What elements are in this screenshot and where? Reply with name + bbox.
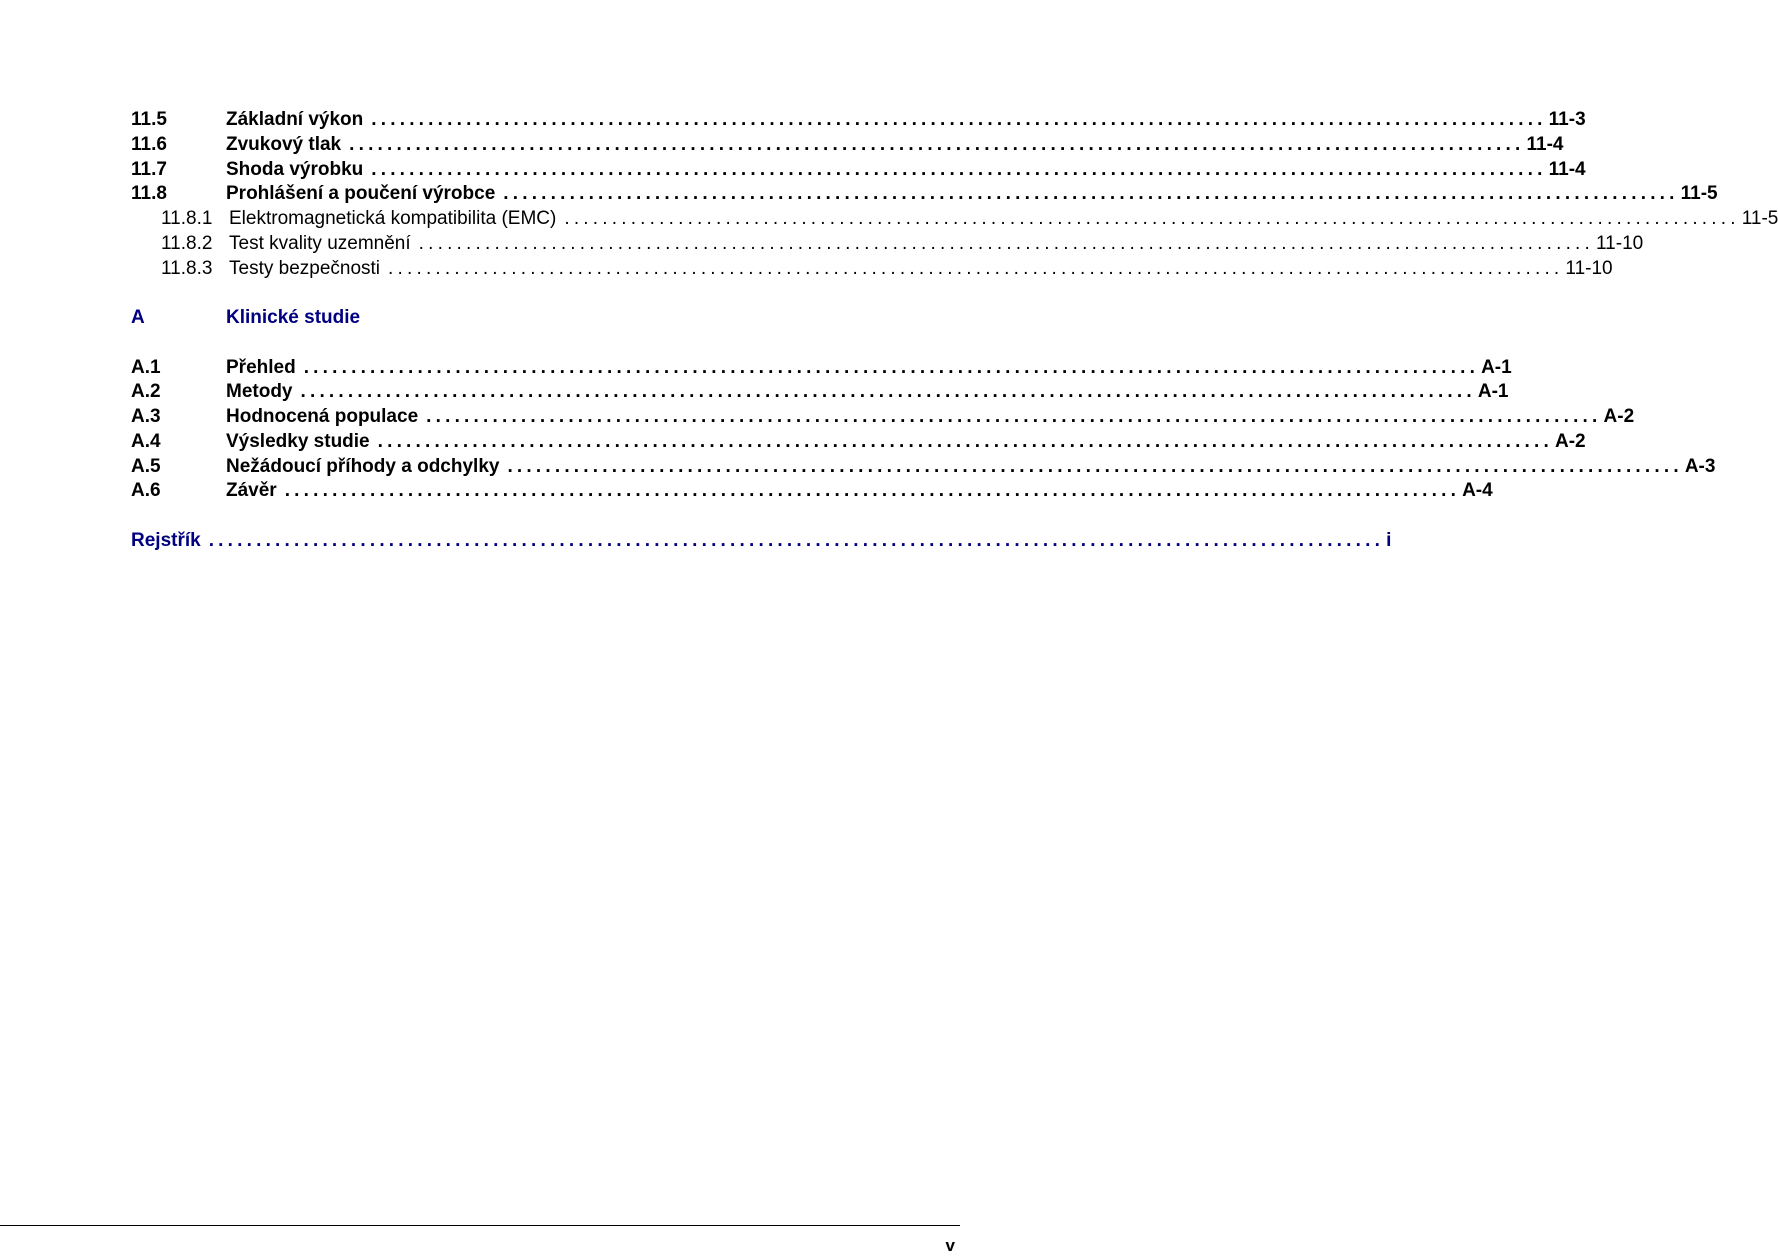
toc-entry-page: A-2 [1555,431,1586,452]
toc-entry-number: A.5 [131,456,161,477]
toc-entry-a-4[interactable] [131,429,1586,454]
toc-entry-11-8-1[interactable] [131,206,1778,231]
leader-dots: ............................................................................................................................ [564,208,1740,229]
toc-entry-11-7[interactable] [131,157,1586,182]
toc-entry-11-8-3[interactable] [131,256,1613,281]
toc-entry-page: A-4 [1462,480,1493,501]
leader-dots: ............................................................................................................................ [426,406,1602,427]
toc-entry-title: Základní výkon [226,109,364,130]
leader-dots: ............................................................................................................................ [503,183,1679,204]
leader-dots: ............................................................................................................................ [371,159,1547,180]
toc-entry-title: Závěr [226,480,277,501]
leader-dots: ............................................................................................................................ [284,480,1461,501]
leader-dots: ............................................................................................................................ [349,134,1525,155]
toc-entry-title: Prohlášení a poučení výrobce [226,183,496,204]
toc-entry-a-5[interactable] [131,454,1716,479]
toc-entry-page: 11-5 [1741,208,1778,229]
toc-entry-number: 11.8.2 [161,233,213,254]
toc-entry-number: 11.8.3 [161,258,213,279]
toc-entry-page: A-1 [1481,357,1512,378]
toc-entry-a-2[interactable] [131,379,1509,404]
toc-entry-title: Hodnocená populace [226,406,419,427]
toc-entry-number: 11.8 [131,183,167,204]
toc-entry-title: Test kvality uzemnění [229,233,411,254]
toc-entry-page: 11-10 [1565,258,1613,279]
toc-entry-number: A.4 [131,431,161,452]
toc-entry-index[interactable] [131,528,1392,553]
toc-entry-a-6[interactable] [131,478,1493,503]
toc-entry-title: Elektromagnetická kompatibilita (EMC) [229,208,557,229]
toc-entry-page: i [1386,530,1392,551]
toc-entry-11-6[interactable] [131,132,1564,157]
toc-entry-page: 11-5 [1680,183,1718,204]
toc-entry-page: A-2 [1603,406,1635,427]
toc-entry-title: Shoda výrobku [226,159,364,180]
toc-entry-title: Nežádoucí příhody a odchylky [226,456,500,477]
toc-entry-a-3[interactable] [131,404,1635,429]
toc-entry-page: 11-4 [1526,134,1564,155]
footer-page-number: v [945,1236,955,1255]
toc-appendix-letter: A [131,307,145,328]
toc-appendix-title: Klinické studie [226,307,361,328]
leader-dots: ............................................................................................................................ [418,233,1595,254]
toc-entry-title: Testy bezpečnosti [229,258,381,279]
leader-dots: ............................................................................................................................ [377,431,1553,452]
leader-dots: ............................................................................................................................ [300,381,1476,402]
toc-entry-title: Přehled [226,357,296,378]
toc-entry-number: A.6 [131,480,161,501]
toc-entry-title: Rejstřík [131,530,201,551]
toc-entry-11-5[interactable] [131,107,1586,132]
toc-appendix-heading[interactable] [131,305,829,330]
toc-entry-number: 11.8.1 [161,208,213,229]
toc-entry-number: A.3 [131,406,161,427]
toc-entry-a-1[interactable] [131,355,1512,380]
leader-dots: ............................................................................................................................ [208,530,1385,551]
leader-dots: ............................................................................................................................ [388,258,1564,279]
toc-entry-number: 11.7 [131,159,167,180]
toc-entry-number: 11.5 [131,109,167,130]
toc-entry-page: 11-3 [1548,109,1586,130]
toc-entry-number: A.1 [131,357,161,378]
leader-dots: ............................................................................................................................ [303,357,1480,378]
toc-entry-number: 11.6 [131,134,167,155]
toc-entry-11-8[interactable] [131,181,1718,206]
toc-entry-page: 11-10 [1596,233,1644,254]
leader-dots: ............................................................................................................................ [371,109,1547,130]
toc-entry-page: A-3 [1684,456,1716,477]
toc-entry-page: 11-4 [1548,159,1586,180]
toc-entry-title: Metody [226,381,293,402]
toc-entry-page: A-1 [1477,381,1509,402]
toc-entry-number: A.2 [131,381,161,402]
leader-dots: ............................................................................................................................ [507,456,1683,477]
toc-entry-11-8-2[interactable] [131,231,1644,256]
toc-entry-title: Zvukový tlak [226,134,342,155]
footer-divider [0,1225,960,1226]
toc-entry-title: Výsledky studie [226,431,370,452]
